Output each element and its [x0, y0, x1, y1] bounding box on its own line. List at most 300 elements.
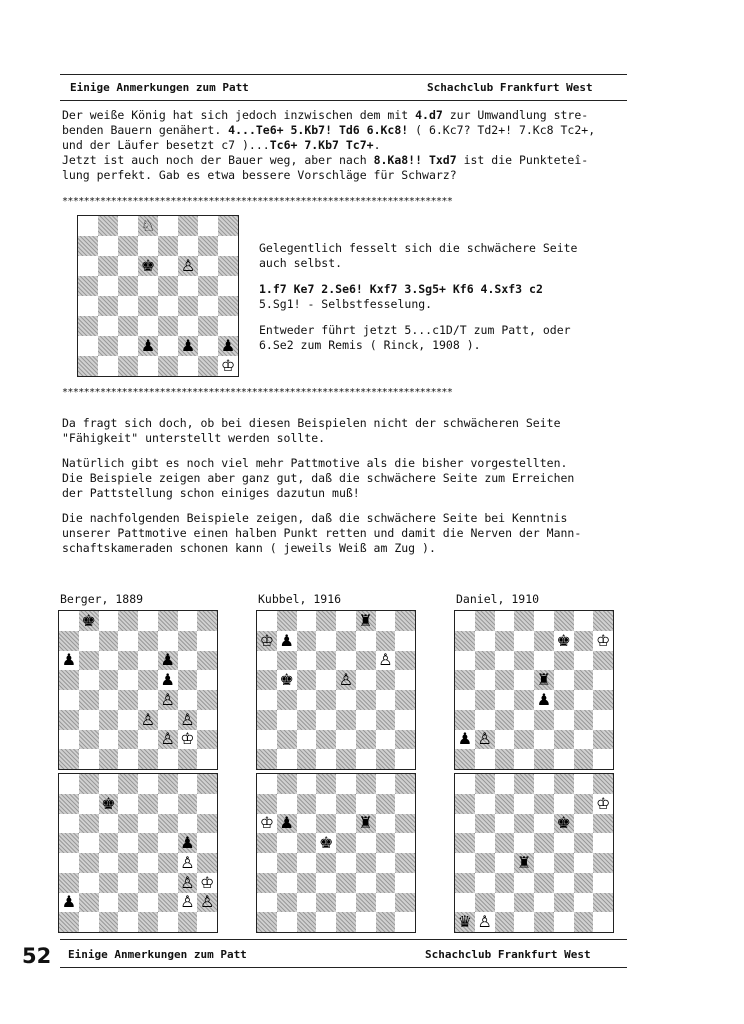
board-square [514, 774, 534, 794]
board-square [395, 690, 415, 710]
board-square [218, 256, 238, 276]
board-square [59, 853, 79, 873]
board-square [257, 873, 277, 893]
board-square [455, 611, 475, 631]
board-square [79, 814, 99, 834]
board-square [316, 631, 336, 651]
board-square [118, 794, 138, 814]
board-square [158, 611, 178, 631]
board-square [297, 690, 317, 710]
board-square [277, 670, 297, 690]
board-square [356, 794, 376, 814]
board-square [376, 651, 396, 671]
board-square [336, 893, 356, 913]
board-square [574, 730, 594, 750]
header-left: Einige Anmerkungen zum Patt [70, 81, 249, 94]
board-square [277, 749, 297, 769]
board-square [59, 749, 79, 769]
board-square [59, 690, 79, 710]
board-square [475, 670, 495, 690]
board-square [138, 216, 158, 236]
board-square [495, 853, 515, 873]
black-pawn-icon: ♟ [180, 336, 196, 355]
black-pawn-icon: ♟ [279, 813, 294, 833]
example-end-2: 6.Se2 zum Remis ( Rinck, 1908 ). [259, 338, 481, 352]
board-square [455, 893, 475, 913]
board-square [495, 873, 515, 893]
board-square [158, 749, 178, 769]
board-square [534, 749, 554, 769]
separator-stars-bottom: ************************************************************************ [62, 387, 453, 398]
board-square [574, 833, 594, 853]
board-square [356, 814, 376, 834]
board-square [118, 316, 138, 336]
board-square [455, 833, 475, 853]
para2-line-1: Natürlich gibt es noch viel mehr Pattmotive als die bisher vorgestellten. [62, 456, 568, 470]
board-square [593, 833, 613, 853]
board-square [138, 651, 158, 671]
board-square [297, 730, 317, 750]
white-pawn-icon: ♙ [180, 872, 195, 892]
board-square [197, 814, 217, 834]
board-square [574, 631, 594, 651]
board-square [495, 690, 515, 710]
board-square [198, 336, 218, 356]
board-square [495, 651, 515, 671]
board-square [178, 670, 198, 690]
board-square [316, 710, 336, 730]
board-square [297, 710, 317, 730]
board-square [593, 670, 613, 690]
board-square [218, 216, 238, 236]
white-king-icon: ♔ [259, 813, 275, 833]
board-square [178, 912, 198, 932]
board-square [138, 336, 158, 356]
board-square [118, 730, 138, 750]
board-square [78, 276, 98, 296]
board-square [99, 670, 119, 690]
para3-line-3: schaftskameraden schonen kann ( jeweils Weiß am Zug ). [62, 541, 436, 555]
black-king-icon: ♚ [81, 610, 96, 630]
board-square [574, 873, 594, 893]
header-right: Schachclub Frankfurt West [427, 81, 593, 94]
board-square [376, 730, 396, 750]
board-square [277, 912, 297, 932]
board-square [514, 873, 534, 893]
board-square [356, 749, 376, 769]
board-square [455, 814, 475, 834]
board-square [316, 853, 336, 873]
board-square [178, 749, 198, 769]
white-pawn-icon: ♙ [477, 729, 492, 749]
board-square [138, 296, 158, 316]
board-square [495, 833, 515, 853]
board-square [593, 710, 613, 730]
board-square [79, 611, 99, 631]
board-square [376, 833, 396, 853]
black-rook-icon: ♜ [516, 852, 532, 872]
board-square [257, 631, 277, 651]
board-square [455, 651, 475, 671]
board-square [99, 833, 119, 853]
board-square [356, 690, 376, 710]
board-square [297, 893, 317, 913]
board-square [455, 873, 475, 893]
board-square [197, 794, 217, 814]
board-square [158, 670, 178, 690]
board-square [218, 236, 238, 256]
board-square [178, 336, 198, 356]
para3-line-1: Die nachfolgenden Beispiele zeigen, daß die schwächere Seite bei Kenntnis [62, 511, 568, 525]
board-square [395, 670, 415, 690]
board-square [475, 814, 495, 834]
board-square [475, 651, 495, 671]
board-square [554, 670, 574, 690]
board-square [79, 690, 99, 710]
white-pawn-icon: ♙ [180, 852, 195, 872]
board-square [534, 611, 554, 631]
board-square [197, 833, 217, 853]
board-square [514, 690, 534, 710]
black-rook-icon: ♜ [358, 610, 373, 630]
board-square [593, 774, 613, 794]
board-square [178, 611, 198, 631]
board-square [514, 814, 534, 834]
board-square [78, 356, 98, 376]
board-square [376, 853, 396, 873]
white-pawn-icon: ♙ [378, 650, 393, 670]
board-square [98, 276, 118, 296]
board-square [395, 631, 415, 651]
board-square [574, 670, 594, 690]
board-square [495, 774, 515, 794]
board-square [534, 690, 554, 710]
board-square [277, 690, 297, 710]
white-pawn-icon: ♙ [180, 892, 195, 912]
board-square [593, 853, 613, 873]
board-square [554, 690, 574, 710]
board-square [376, 631, 396, 651]
board-square [138, 814, 158, 834]
black-pawn-icon: ♟ [180, 833, 195, 853]
board-square [514, 912, 534, 932]
board-square [158, 236, 178, 256]
board-square [395, 794, 415, 814]
board-square [78, 316, 98, 336]
board-square [455, 853, 475, 873]
board-square [395, 774, 415, 794]
white-pawn-icon: ♙ [180, 256, 196, 275]
board-square [59, 631, 79, 651]
board-square [356, 774, 376, 794]
board-square [178, 356, 198, 376]
board-square [336, 710, 356, 730]
board-square [574, 814, 594, 834]
board-square [395, 651, 415, 671]
board-square [395, 873, 415, 893]
board-square [99, 794, 119, 814]
board-square [218, 296, 238, 316]
board-square [197, 774, 217, 794]
board-square [554, 814, 574, 834]
board-square [98, 216, 118, 236]
board-square [514, 631, 534, 651]
board-square [98, 356, 118, 376]
white-pawn-icon: ♙ [140, 709, 156, 729]
board-square [593, 611, 613, 631]
board-square [593, 893, 613, 913]
board-square [79, 749, 99, 769]
board-square [316, 774, 336, 794]
board-square [593, 651, 613, 671]
intro-line-1: Der weiße König hat sich jedoch inzwischen dem mit 4.d7 zur Umwandlung stre- [62, 108, 589, 122]
board-square [297, 912, 317, 932]
board-square [574, 611, 594, 631]
board-square [495, 814, 515, 834]
board-square [277, 833, 297, 853]
board-square [356, 873, 376, 893]
board-square [316, 814, 336, 834]
board-square [198, 236, 218, 256]
study-label-kubbel: Kubbel, 1916 [258, 592, 342, 606]
board-square [78, 336, 98, 356]
board-square [495, 912, 515, 932]
board-square [297, 774, 317, 794]
board-square [336, 690, 356, 710]
footer-left: Einige Anmerkungen zum Patt [68, 948, 247, 961]
board-square [554, 893, 574, 913]
board-square [376, 690, 396, 710]
board-square [158, 893, 178, 913]
board-square [257, 670, 277, 690]
black-rook-icon: ♜ [358, 813, 373, 833]
board-square [455, 631, 475, 651]
board-square [138, 356, 158, 376]
board-square [475, 833, 495, 853]
board-square [218, 356, 238, 376]
board-square [178, 893, 198, 913]
board-square [475, 853, 495, 873]
board-square [118, 670, 138, 690]
board-square [514, 651, 534, 671]
board-square [574, 912, 594, 932]
board-square [197, 710, 217, 730]
board-square [197, 651, 217, 671]
board-square [316, 749, 336, 769]
board-square [356, 833, 376, 853]
board-square [257, 774, 277, 794]
board-square [336, 873, 356, 893]
board-square [118, 710, 138, 730]
board-square [336, 631, 356, 651]
board-square [178, 631, 198, 651]
board-square [79, 912, 99, 932]
header-bottom-rule [60, 100, 627, 101]
board-square [514, 611, 534, 631]
board-square [118, 356, 138, 376]
board-square [316, 670, 336, 690]
board-square [198, 296, 218, 316]
board-square [534, 873, 554, 893]
board-square [495, 794, 515, 814]
board-square [455, 774, 475, 794]
board-square [495, 631, 515, 651]
board-square [336, 774, 356, 794]
board-square [593, 730, 613, 750]
board-square [98, 316, 118, 336]
board-square [336, 749, 356, 769]
board-square [79, 873, 99, 893]
board-square [514, 853, 534, 873]
board-square [534, 794, 554, 814]
board-square [574, 749, 594, 769]
board-square [554, 651, 574, 671]
board-square [574, 893, 594, 913]
board-square [495, 749, 515, 769]
white-king-icon: ♔ [595, 793, 611, 813]
board-square [356, 730, 376, 750]
board-square [118, 893, 138, 913]
board-square [178, 690, 198, 710]
board-square [534, 814, 554, 834]
board-square [376, 893, 396, 913]
board-square [514, 749, 534, 769]
board-square [158, 651, 178, 671]
board-square [297, 853, 317, 873]
board-square [158, 774, 178, 794]
board-square [198, 316, 218, 336]
board-square [138, 873, 158, 893]
black-rook-icon: ♜ [536, 670, 552, 690]
board-square [59, 814, 79, 834]
board-square [138, 316, 158, 336]
black-pawn-icon: ♟ [279, 630, 294, 650]
board-square [158, 912, 178, 932]
board-square [534, 710, 554, 730]
board-square [495, 710, 515, 730]
board-square [99, 730, 119, 750]
board-square [376, 814, 396, 834]
board-square [99, 651, 119, 671]
board-square [277, 631, 297, 651]
board-square [514, 670, 534, 690]
board-square [336, 853, 356, 873]
board-square [158, 631, 178, 651]
board-square [118, 296, 138, 316]
board-square [178, 730, 198, 750]
board-square [514, 710, 534, 730]
board-square [59, 794, 79, 814]
chessboard-rinck [77, 215, 239, 377]
board-square [79, 631, 99, 651]
board-square [336, 651, 356, 671]
board-square [574, 853, 594, 873]
board-square [138, 611, 158, 631]
board-square [99, 749, 119, 769]
board-square [158, 710, 178, 730]
board-square [158, 794, 178, 814]
board-square [475, 730, 495, 750]
board-square [316, 873, 336, 893]
board-square [554, 912, 574, 932]
board-square [78, 216, 98, 236]
black-king-icon: ♚ [556, 630, 571, 650]
white-king-icon: ♔ [180, 729, 195, 749]
board-square [118, 631, 138, 651]
board-square [356, 651, 376, 671]
board-square [336, 833, 356, 853]
board-square [178, 256, 198, 276]
board-square [316, 912, 336, 932]
board-square [316, 794, 336, 814]
board-square [297, 814, 317, 834]
board-square [158, 356, 178, 376]
intro-paragraph [62, 108, 632, 183]
board-square [138, 631, 158, 651]
board-square [316, 651, 336, 671]
board-square [99, 774, 119, 794]
example-line-1: Gelegentlich fesselt sich die schwächere Seite [259, 241, 578, 255]
board-square [376, 794, 396, 814]
black-pawn-icon: ♟ [61, 892, 77, 912]
board-square [455, 690, 475, 710]
board-square [376, 774, 396, 794]
board-square [118, 690, 138, 710]
black-king-icon: ♚ [279, 670, 294, 690]
board-square [395, 611, 415, 631]
board-square [178, 710, 198, 730]
black-pawn-icon: ♟ [220, 336, 236, 355]
chessboard-berger-2 [58, 773, 218, 933]
board-square [277, 774, 297, 794]
separator-stars-top: ************************************************************************ [62, 196, 453, 207]
board-square [356, 670, 376, 690]
board-square [197, 730, 217, 750]
board-square [178, 296, 198, 316]
black-king-icon: ♚ [101, 793, 116, 813]
board-square [475, 631, 495, 651]
board-square [574, 710, 594, 730]
white-king-icon: ♔ [199, 872, 215, 892]
example-text [259, 241, 629, 353]
board-square [138, 893, 158, 913]
white-king-icon: ♔ [595, 630, 611, 650]
board-square [118, 774, 138, 794]
board-square [99, 873, 119, 893]
board-square [395, 814, 415, 834]
board-square [554, 611, 574, 631]
board-square [574, 774, 594, 794]
board-square [118, 853, 138, 873]
board-square [395, 833, 415, 853]
board-square [356, 710, 376, 730]
board-square [554, 833, 574, 853]
board-square [118, 651, 138, 671]
board-square [475, 912, 495, 932]
board-square [178, 276, 198, 296]
board-square [574, 690, 594, 710]
board-square [395, 853, 415, 873]
board-square [514, 833, 534, 853]
example-moves-1: 1.f7 Ke7 2.Se6! Kxf7 3.Sg5+ Kf6 4.Sxf3 c2 [259, 282, 543, 296]
board-square [178, 814, 198, 834]
board-square [554, 873, 574, 893]
intro-line-3: und der Läufer besetzt c7 )...Tc6+ 7.Kb7 Tc7+. [62, 138, 381, 152]
board-square [158, 316, 178, 336]
black-pawn-icon: ♟ [160, 670, 175, 690]
board-square [554, 794, 574, 814]
board-square [118, 749, 138, 769]
